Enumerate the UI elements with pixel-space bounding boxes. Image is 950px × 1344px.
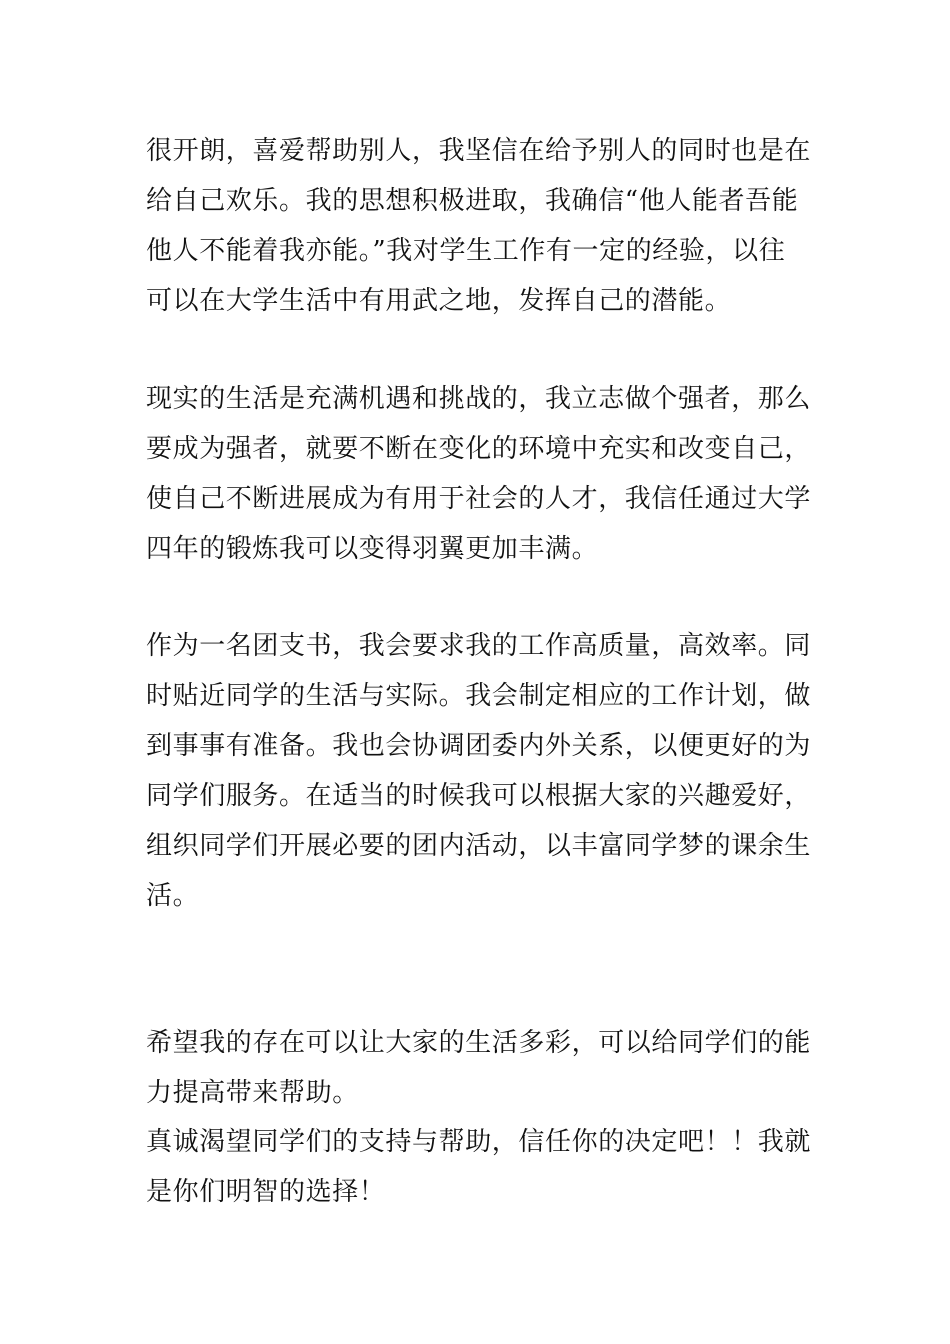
paragraph-line: 现实的生活是充满机遇和挑战的，我立志做个强者，那么 (146, 384, 812, 414)
paragraph-line: 真诚渴望同学们的支持与帮助，信任你的决定吧！！我就 (146, 1127, 812, 1157)
paragraph-line: 活。 (146, 881, 200, 911)
paragraph-line: 组织同学们开展必要的团内活动，以丰富同学梦的课余生 (146, 831, 812, 861)
paragraph-line: 同学们服务。在适当的时候我可以根据大家的兴趣爱好， (146, 781, 812, 811)
paragraph-line: 使自己不断进展成为有用于社会的人才，我信任通过大学 (146, 484, 812, 514)
paragraph-line: 可以在大学生活中有用武之地，发挥自己的潜能。 (146, 286, 732, 316)
paragraph-line: 很开朗，喜爱帮助别人，我坚信在给予别人的同时也是在 (146, 136, 812, 166)
paragraph-line: 要成为强者，就要不断在变化的环境中充实和改变自己， (146, 434, 812, 464)
paragraph-4 (146, 1018, 812, 1118)
paragraph-5 (146, 1117, 812, 1217)
paragraph-line: 希望我的存在可以让大家的生活多彩，可以给同学们的能 (146, 1028, 812, 1058)
paragraph-line: 他人不能着我亦能。”我对学生工作有一定的经验，以往 (146, 236, 786, 266)
paragraph-line: 力提高带来帮助。 (146, 1078, 359, 1108)
paragraph-3 (146, 621, 812, 921)
paragraph-line: 给自己欢乐。我的思想积极进取，我确信“他人能者吾能 (146, 186, 799, 216)
paragraph-line: 到事事有准备。我也会协调团委内外关系，以便更好的为 (146, 731, 812, 761)
paragraph-line: 时贴近同学的生活与实际。我会制定相应的工作计划，做 (146, 681, 812, 711)
paragraph-line: 四年的锻炼我可以变得羽翼更加丰满。 (146, 534, 599, 564)
paragraph-2 (146, 374, 812, 574)
paragraph-1 (146, 126, 812, 326)
paragraph-line: 作为一名团支书，我会要求我的工作高质量，高效率。同 (146, 631, 812, 661)
paragraph-line: 是你们明智的选择！ (146, 1177, 386, 1207)
